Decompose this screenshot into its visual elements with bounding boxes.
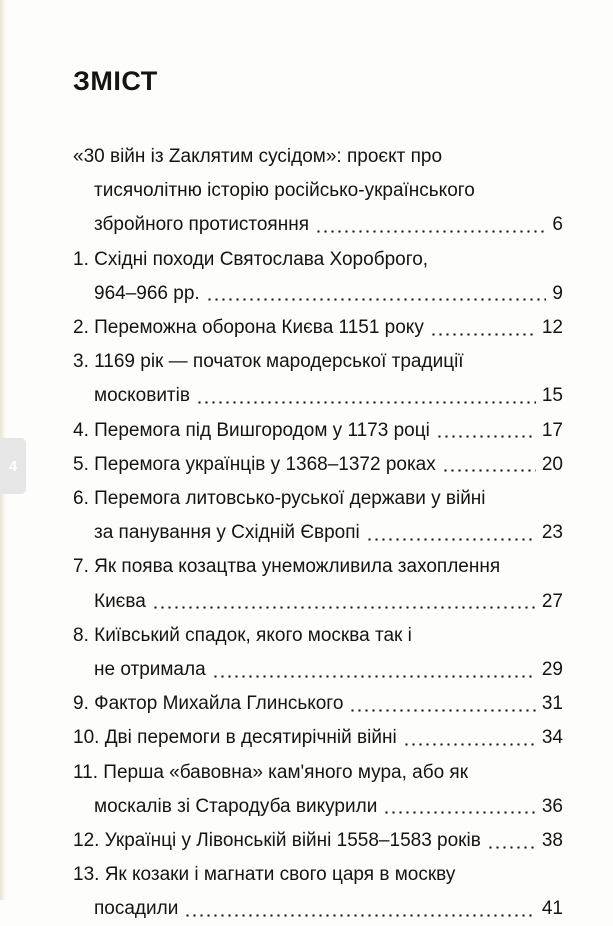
toc-entry-line-final [94,277,563,311]
toc-entry-text: 4. Перемога під Вишгородом у 1173 році [73,419,430,441]
toc-page-number: 9 [552,282,563,304]
toc-entry-text: 2. Переможна оборона Києва 1151 року [73,317,424,338]
toc-entry-text: не отримала [94,659,206,680]
toc-entry-text: 5. Перемога українців у 1368–1372 роках [73,453,436,475]
toc-page-number: 12 [541,317,563,338]
toc-entry-text: 964–966 рр. [94,282,200,304]
dot-leader [196,401,536,404]
toc-entry-text: 3. 1169 рік — початок мародерської традиції [73,351,464,373]
toc-page-number: 31 [541,693,563,715]
toc-entry-text: 13. Як козаки і магнати свого царя в москву [73,864,456,886]
toc-entry-line-final [73,721,563,755]
toc-page-number: 41 [541,898,563,920]
toc-entry-line-final [73,311,563,345]
dot-leader [315,230,546,233]
toc-entry-line-final [73,414,563,448]
toc-entry-text: 1. Східні походи Святослава Хороброго, [73,248,429,270]
toc-page-number: 29 [541,659,563,680]
dot-leader [487,846,536,849]
toc-entry-line-final [73,824,563,858]
toc-page-number: 17 [541,419,563,441]
toc-entry-line [73,619,563,653]
toc-entry-text: тисячолітню історію російсько-українського [94,180,475,202]
dot-leader [430,333,536,336]
toc-page-number: 6 [552,214,563,236]
dot-leader [152,606,536,609]
toc-entry-line-final [94,892,563,926]
dot-leader [212,675,536,678]
toc-entry-text: 10. Дві перемоги в десятирічній війні [73,727,397,749]
toc-entry-line-final [94,653,563,687]
toc-entry-text: «30 війн із Zаклятим сусідом»: проєкт про [73,146,443,167]
toc-entry-line-final [94,585,563,619]
toc-page-number: 20 [541,453,563,475]
toc-entry-text: збройного протистояння [94,214,309,236]
dot-leader [442,469,536,472]
toc-entry-line [73,243,563,277]
dot-leader [383,811,536,814]
toc-entry-line-final [73,448,563,482]
toc-page-number: 38 [541,830,563,851]
dot-leader [436,435,536,438]
toc-entry-text: за панування у Східній Європі [94,522,360,544]
toc-page-number: 27 [541,590,563,612]
toc-entry-text: москалів зі Стародуба викурили [94,795,378,817]
toc-page-number: 34 [541,727,563,749]
toc-entry-text: Києва [94,590,146,612]
toc-entry-line-final [73,687,563,721]
toc-entry-text: 8. Київський спадок, якого москва так і [73,624,412,646]
dot-leader [184,914,536,917]
toc-entry-line [73,756,563,790]
toc-entry-line [73,140,563,174]
toc-entry-text: московитів [94,385,190,407]
toc-entry-line-final [94,790,563,824]
toc-entry-line [73,858,563,892]
toc-entry-line-final [94,208,563,242]
dot-leader [403,743,536,746]
toc-page-number: 23 [541,522,563,544]
toc-entry-line [73,482,563,516]
toc-entry-line [73,345,563,379]
toc-entry-text: 12. Українці у Лівонській війні 1558–1583 років [73,830,481,851]
toc-entry-text: 11. Перша «бавовна» кам'яного мура, або як [73,761,469,783]
toc-entry-text: 9. Фактор Михайла Глинського [73,693,344,715]
toc-entry-line [94,174,563,208]
page-number: 4 [8,457,18,475]
toc-entry-line-final [94,379,563,413]
toc-entry-text: 7. Як поява козацтва унеможливила захоплення [73,556,501,578]
dot-leader [206,298,547,301]
toc-page-number: 36 [541,795,563,817]
dot-leader [366,538,536,541]
toc-entry-text: посадили [94,898,179,920]
toc-entry-line-final [94,516,563,550]
toc-entry-text: 6. Перемога литовсько-руської держави у війні [73,488,486,509]
toc-entry-line [73,550,563,584]
toc-page-number: 15 [541,385,563,407]
page-title: ЗМІСТ [73,66,158,96]
dot-leader [349,709,535,712]
